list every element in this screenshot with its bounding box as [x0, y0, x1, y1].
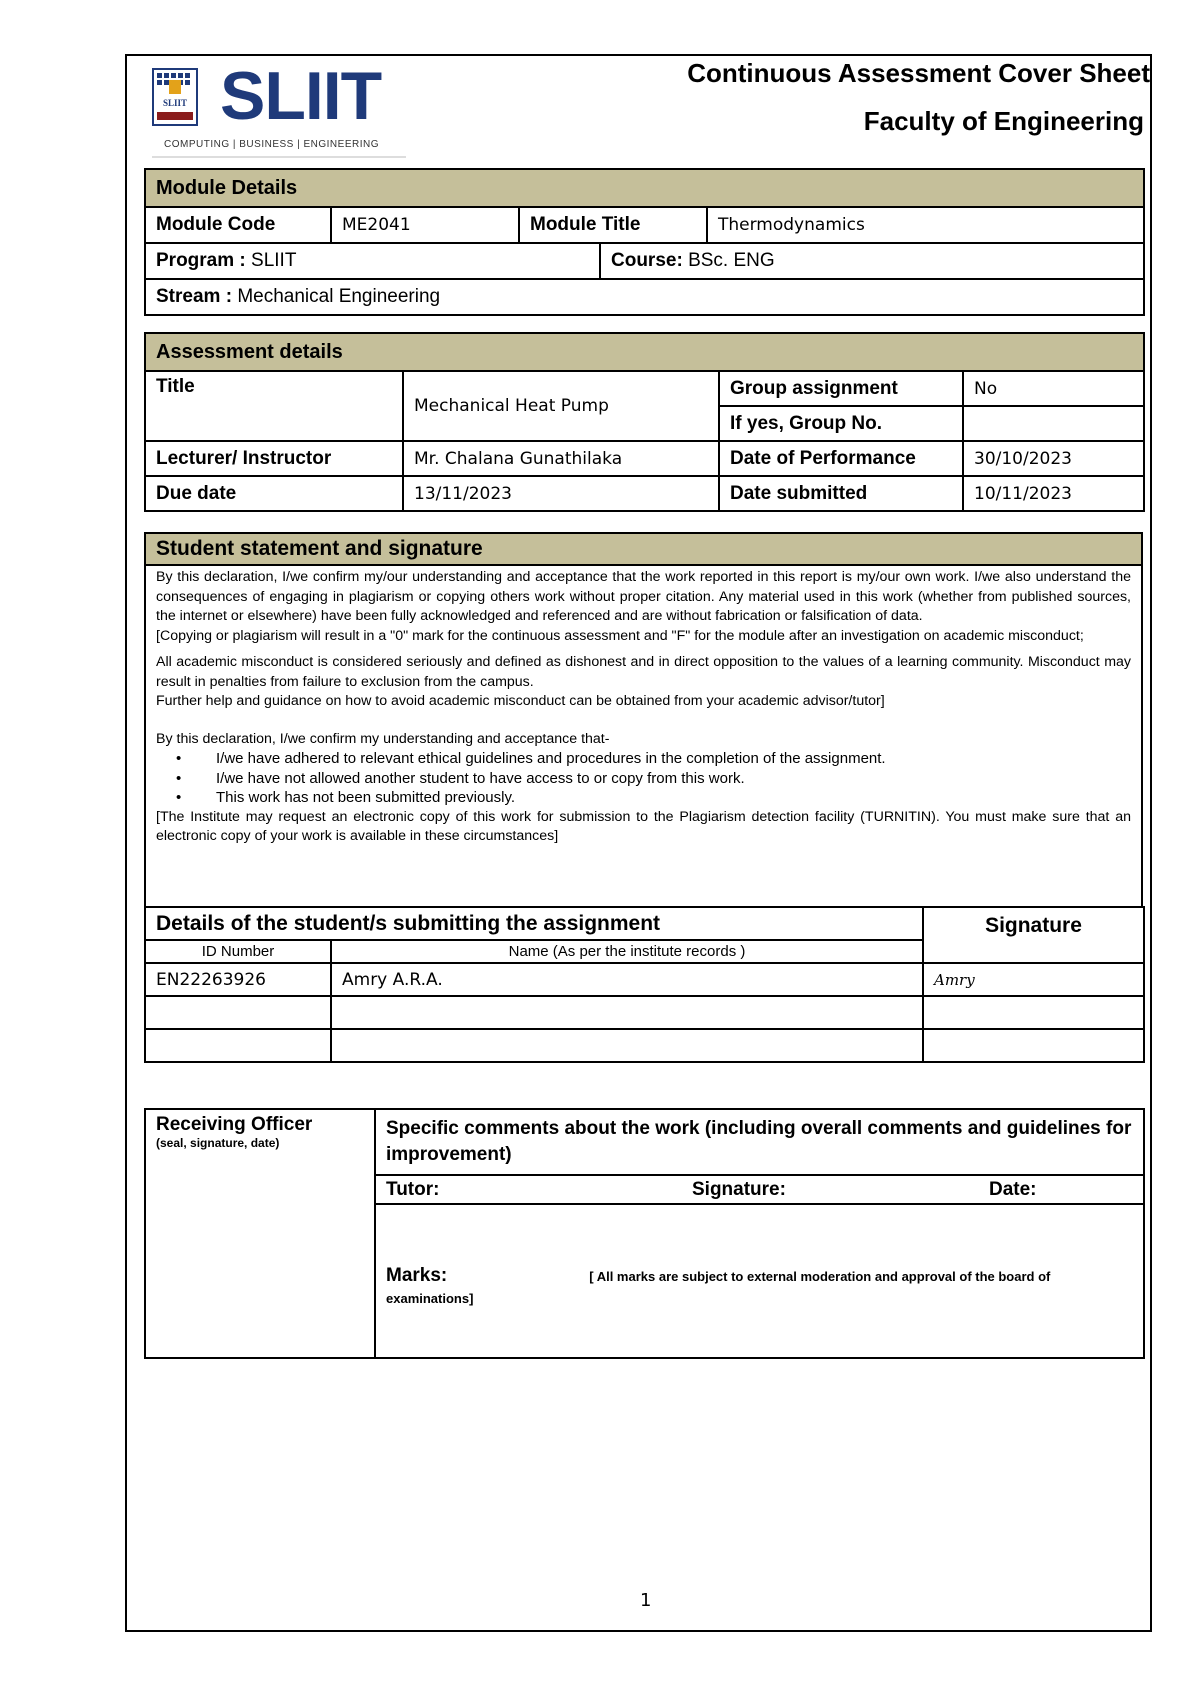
- statement-para-5: By this declaration, I/we confirm my understanding and acceptance that-: [156, 730, 610, 747]
- students-section-title: Details of the student/s submitting the assignment: [145, 907, 923, 940]
- program-value: SLIIT: [251, 250, 297, 271]
- performance-date-value: 30/10/2023: [963, 441, 1144, 476]
- students-table: [144, 906, 1145, 1063]
- table-row: [145, 996, 1144, 1029]
- module-details-header: Module Details: [145, 169, 1144, 207]
- faculty-title: Faculty of Engineering: [863, 106, 1144, 136]
- lecturer-label: Lecturer/ Instructor: [145, 441, 403, 476]
- student-id: EN22263926: [145, 963, 331, 996]
- student-signature: Amry: [923, 963, 1144, 996]
- statement-para-1: By this declaration, I/we confirm my/our understanding and acceptance that the work reported in this report is my/our own work. I/we also understand the consequences of engaging in plagiarism or copying others work without proper citation. Any material used in this work (whether from published sources, the internet or elsewhere) have been fully acknowledged and referenced and are without fabrication or falsification of data.: [156, 569, 1131, 624]
- declaration-item: • This work has not been submitted previously.: [216, 788, 1131, 808]
- student-name: [331, 1029, 923, 1062]
- lecturer-value: Mr. Chalana Gunathilaka: [403, 441, 719, 476]
- student-name: [331, 996, 923, 1029]
- marks-note: [ All marks are subject to external moderation and approval of the board of examinations]: [386, 1269, 1051, 1306]
- receiving-officer-label: Receiving Officer: [156, 1114, 313, 1135]
- module-details-table: [144, 168, 1145, 316]
- logo-wordmark: SLIIT: [220, 58, 382, 134]
- student-signature: [923, 996, 1144, 1029]
- group-number-value: [963, 406, 1144, 441]
- declaration-list: [156, 749, 1131, 808]
- id-number-header: ID Number: [145, 940, 331, 963]
- date-submitted-label: Date submitted: [719, 476, 963, 511]
- page-number: 1: [640, 1590, 652, 1611]
- module-title-value: Thermodynamics: [707, 207, 1144, 243]
- due-date-value: 13/11/2023: [403, 476, 719, 511]
- date-submitted-value: 10/11/2023: [963, 476, 1144, 511]
- group-number-label: If yes, Group No.: [719, 406, 963, 441]
- student-id: [145, 1029, 331, 1062]
- tutor-signature-date-row: [375, 1175, 1144, 1204]
- logo-divider: [152, 156, 406, 158]
- statement-para-4: Further help and guidance on how to avoid academic misconduct can be obtained from your academic advisor/tutor]: [156, 693, 885, 709]
- signature-label: Signature:: [692, 1178, 786, 1200]
- stream-label: Stream :: [156, 286, 233, 307]
- group-assignment-label: Group assignment: [719, 371, 963, 406]
- comments-title: Specific comments about the work (including overall comments and guidelines for improvement): [375, 1109, 1144, 1175]
- tutor-label: Tutor:: [386, 1178, 440, 1200]
- program-cell: [145, 243, 600, 279]
- receiving-officer-cell: [145, 1109, 375, 1358]
- marks-cell: [375, 1204, 1144, 1358]
- performance-date-label: Date of Performance: [719, 441, 963, 476]
- assessment-details-header: Assessment details: [145, 333, 1144, 371]
- due-date-label: Due date: [145, 476, 403, 511]
- name-header: Name (As per the institute records ): [331, 940, 923, 963]
- statement-para-2: [Copying or plagiarism will result in a "0" mark for the continuous assessment and "F" for the module after an investigation on academic misconduct;: [156, 627, 1084, 644]
- table-row: [145, 1029, 1144, 1062]
- statement-header: Student statement and signature: [146, 534, 1141, 566]
- marks-label: Marks:: [386, 1265, 448, 1286]
- svg-text:SLIIT: SLIIT: [162, 98, 188, 108]
- declaration-item: • I/we have not allowed another student to have access to or copy from this work.: [216, 769, 1131, 789]
- declaration-item: • I/we have adhered to relevant ethical guidelines and procedures in the completion of the assignment.: [216, 749, 1131, 769]
- logo-subtitle: COMPUTING | BUSINESS | ENGINEERING: [164, 139, 379, 150]
- receiving-officer-table: [144, 1108, 1145, 1359]
- course-value: BSc. ENG: [688, 250, 775, 271]
- stream-cell: [145, 279, 1144, 315]
- student-statement-box: [144, 532, 1143, 908]
- statement-body: [146, 566, 1141, 847]
- date-label: Date:: [989, 1178, 1037, 1200]
- student-id: [145, 996, 331, 1029]
- statement-para-3: All academic misconduct is considered seriously and defined as dishonest and in direct opposition to the values of a learning community. Misconduct may result in penalties from failure to exclusion from the campus.: [156, 654, 1131, 690]
- group-assignment-value: No: [963, 371, 1144, 406]
- signature-column-header: Signature: [923, 907, 1144, 963]
- stream-value: Mechanical Engineering: [237, 286, 441, 307]
- sliit-seal-icon: [152, 68, 198, 126]
- module-code-label: Module Code: [145, 207, 331, 243]
- module-code-value: ME2041: [331, 207, 519, 243]
- sheet-title: Continuous Assessment Cover Sheet: [687, 58, 1150, 88]
- assessment-title-label: Title: [145, 371, 403, 441]
- statement-para-6: [The Institute may request an electronic copy of this work for submission to the Plagiarism detection facility (TURNITIN). You must make sure that an electronic copy of your work is available in these circumstances]: [156, 808, 1131, 844]
- table-row: [145, 963, 1144, 996]
- assessment-title-value: Mechanical Heat Pump: [403, 371, 719, 441]
- student-name: Amry A.R.A.: [331, 963, 923, 996]
- program-label: Program :: [156, 250, 246, 271]
- module-title-label: Module Title: [519, 207, 707, 243]
- course-label: Course:: [611, 250, 683, 271]
- receiving-officer-sublabel: (seal, signature, date): [156, 1136, 280, 1150]
- assessment-details-table: [144, 332, 1145, 512]
- sliit-logo: [152, 58, 406, 158]
- student-signature: [923, 1029, 1144, 1062]
- course-cell: [600, 243, 1144, 279]
